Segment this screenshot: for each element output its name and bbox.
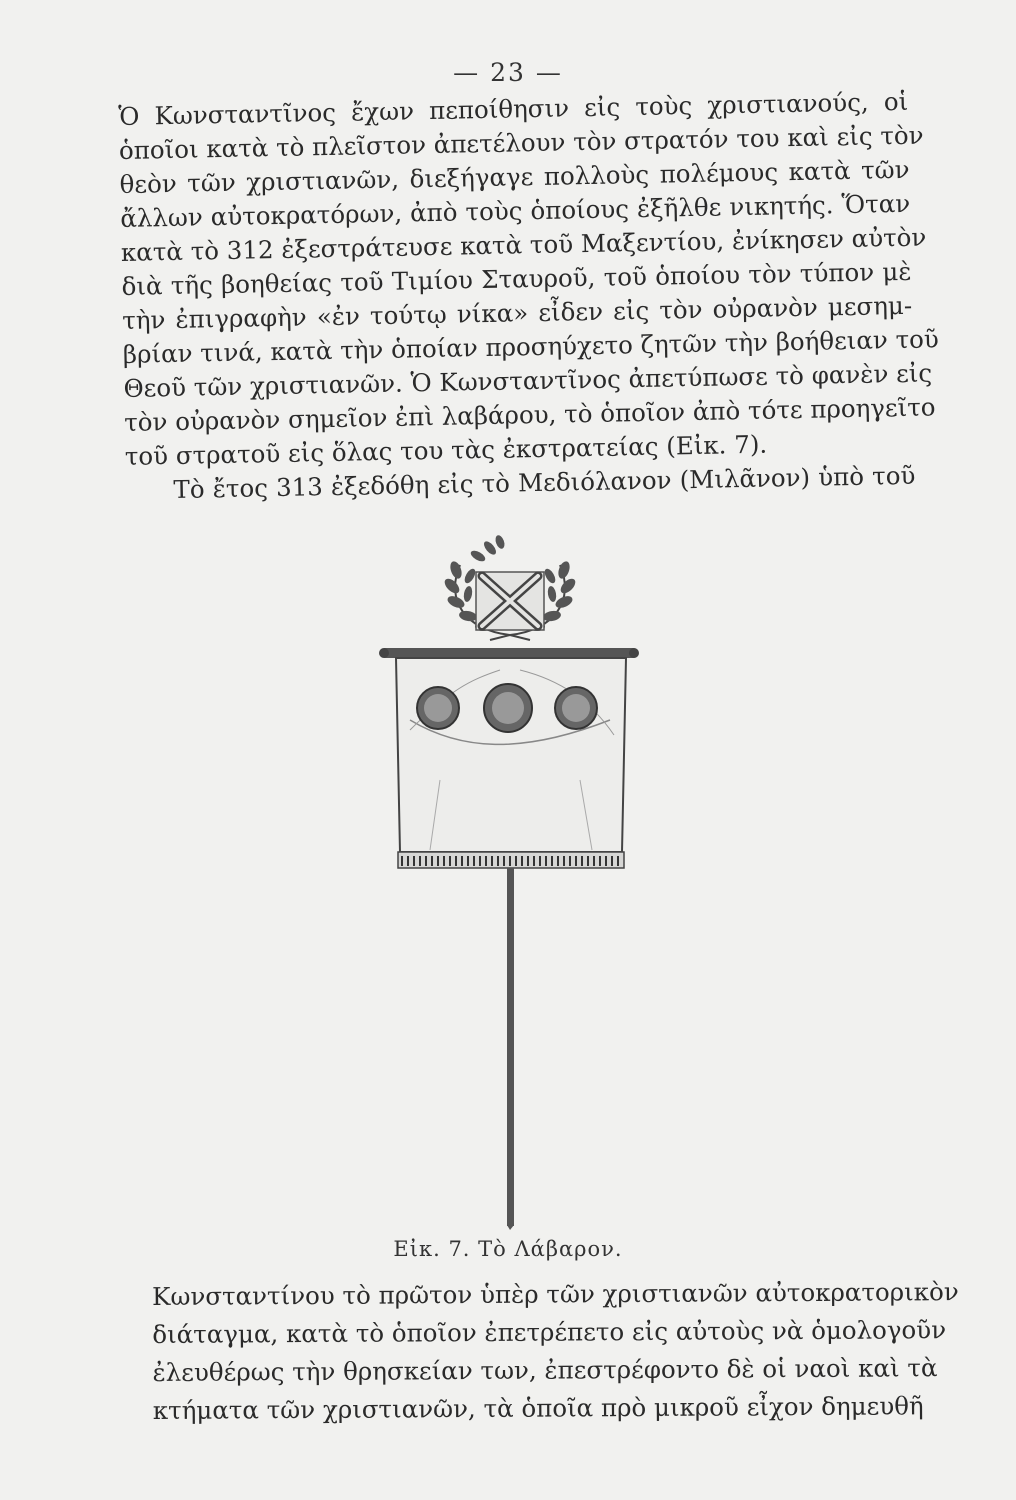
crossbar: [384, 648, 634, 658]
chi-rho-icon: [476, 572, 544, 630]
text-line: Θεοῦ τῶν χριστιανῶν. Ὁ Κωνσταντῖνος ἀπετύπωσε τὸ φανὲν εἰς: [123, 358, 933, 403]
medallion-icon: [555, 687, 597, 729]
text-line: ἐλευθέρως τὴν θρησκείαν των, ἐπεστρέφοντο δὲ οἱ ναοὶ καὶ τὰ: [152, 1353, 938, 1387]
medallion-icon: [417, 687, 459, 729]
labarum-illustration: [370, 530, 650, 1230]
pole: [507, 868, 514, 1226]
text-line: Τὸ ἔτος 313 ἐξεδόθη εἰς τὸ Μεδιόλανον (Μιλᾶνον) ὑπὸ τοῦ: [173, 460, 916, 505]
text-line: διάταγμα, κατὰ τὸ ὁποῖον ἐπετρέπετο εἰς αὐτοὺς νὰ ὁμολογοῦν: [152, 1315, 947, 1349]
medallion-icon: [484, 684, 532, 732]
text-line: κατὰ τὸ 312 ἐξεστράτευσε κατὰ τοῦ Μαξεντίου, ἐνίκησεν αὐτὸν: [120, 222, 927, 267]
page-number: — 23 —: [453, 58, 563, 87]
text-line: βρίαν τινά, κατὰ τὴν ὁποίαν προσηύχετο ζητῶν τὴν βοήθειαν τοῦ: [122, 324, 940, 369]
text-line: Ὁ Κωνσταντῖνος ἔχων πεποίθησιν εἰς τοὺς χριστιανούς, οἱ: [118, 86, 909, 131]
text-line: ἄλλων αὐτοκρατόρων, ἀπὸ τοὺς ὁποίους ἐξῆλθε νικητής. Ὅταν: [119, 188, 911, 233]
text-line: τὸν οὐρανὸν σημεῖον ἐπὶ λαβάρου, τὸ ὁποῖον ἀπὸ τότε προηγεῖτο: [123, 392, 936, 437]
banner: [396, 658, 626, 852]
figure-caption: Εἰκ. 7. Τὸ Λάβαρον.: [393, 1237, 623, 1261]
paragraph-top: [118, 85, 940, 508]
text-line: τοῦ στρατοῦ εἰς ὅλας του τὰς ἐκστρατείας (Εἰκ. 7).: [124, 429, 768, 471]
text-line: κτήματα τῶν χριστιανῶν, τὰ ὁποῖα πρὸ μικροῦ εἶχον δημευθῆ: [152, 1391, 924, 1425]
text-line: τὴν ἐπιγραφὴν «ἐν τούτῳ νίκα» εἶδεν εἰς τὸν οὐρανὸν μεσημ-: [121, 290, 913, 335]
fringe: [398, 852, 624, 868]
text-line: διὰ τῆς βοηθείας τοῦ Τιμίου Σταυροῦ, τοῦ ὁποίου τὸν τύπον μὲ: [121, 256, 912, 301]
text-line: ὁποῖοι κατὰ τὸ πλεῖστον ἀπετέλουν τὸν στρατόν του καὶ εἰς τὸν: [118, 120, 924, 165]
text-line: θεὸν τῶν χριστιανῶν, διεξήγαγε πολλοὺς πολέμους κατὰ τῶν: [119, 154, 910, 199]
paragraph-bottom: [152, 1273, 959, 1430]
text-line: Κωνσταντίνου τὸ πρῶτον ὑπὲρ τῶν χριστιανῶν αὐτοκρατορικὸν: [152, 1277, 959, 1311]
